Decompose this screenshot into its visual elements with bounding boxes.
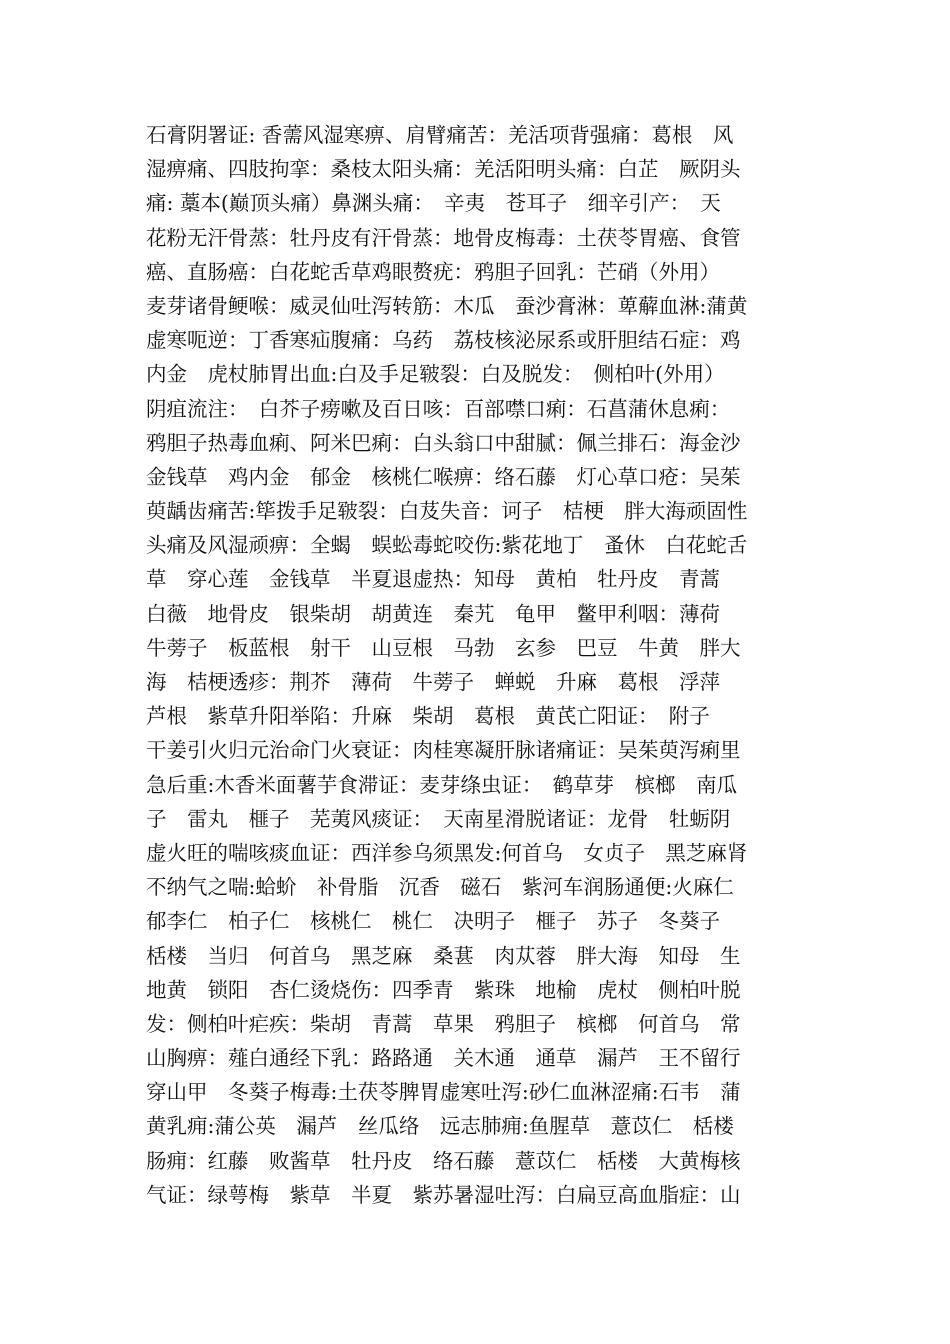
text-line: 石膏阴署证: 香薷风湿寒痹、肩臂痛苦：羌活项背强痛：葛根 风 (146, 123, 734, 147)
text-line: 草 穿心莲 金钱草 半夏退虚热：知母 黄柏 牡丹皮 青蒿 (146, 567, 720, 592)
text-line: 痛: 藁本(巅顶头痛）鼻渊头痛： 辛夷 苍耳子 细辛引产： 天 (146, 191, 721, 216)
text-line: 栝楼 当归 何首乌 黑芝麻 桑葚 肉苁蓉 胖大海 知母 生 (146, 943, 741, 968)
text-line: 地黄 锁阳 杏仁烫烧伤：四季青 紫珠 地榆 虎杖 侧柏叶脱 (146, 977, 741, 1002)
text-line: 山胸痹：薤白通经下乳：路路通 关木通 通草 漏芦 王不留行 (146, 1046, 741, 1071)
text-line: 急后重:木香米面薯芋食滞证：麦芽绦虫证： 鹤草芽 槟榔 南瓜 (146, 772, 738, 797)
text-line: 萸龋齿痛苦:筚拨手足皲裂：白芨失音：诃子 桔梗 胖大海顽固性 (146, 499, 748, 524)
text-line: 湿痹痛、四肢拘挛：桑枝太阳头痛：羌活阳明头痛：白芷 厥阴头 (146, 157, 741, 182)
text-line: 黄乳痈:蒲公英 漏芦 丝瓜络 远志肺痈:鱼腥草 薏苡仁 栝楼 (146, 1114, 734, 1139)
text-line: 子 雷丸 榧子 芜荑风痰证： 天南星滑脱诸证：龙骨 牡蛎阴 (146, 806, 731, 831)
text-line: 虚火旺的喘咳痰血证：西洋参乌须黑发:何首乌 女贞子 黑芝麻肾 (146, 840, 748, 865)
text-line: 麦芽诸骨鲠喉：威灵仙吐泻转筋：木瓜 蚕沙膏淋：萆薢血淋:蒲黄 (146, 293, 748, 318)
text-line: 阴疽流注： 白芥子痨嗽及百日咳：百部噤口痢：石菖蒲休息痢： (146, 396, 731, 421)
text-line: 气证：绿萼梅 紫草 半夏 紫苏暑湿吐泻：白扁豆高血脂症：山 (146, 1182, 741, 1207)
text-line: 癌、直肠癌：白花蛇舌草鸡眼赘疣：鸦胆子回乳：芒硝（外用） (146, 259, 720, 284)
text-line: 不纳气之喘:蛤蚧 补骨脂 沉香 磁石 紫河车润肠通便:火麻仁 (146, 875, 734, 900)
text-line: 金钱草 鸡内金 郁金 核桃仁喉痹：络石藤 灯心草口疮：吴茱 (146, 464, 741, 489)
text-line: 干姜引火归元治命门火衰证：肉桂寒凝肝脉诸痛证：吴茱萸泻痢里 (146, 738, 741, 763)
body-text (146, 118, 816, 1212)
text-line: 内金 虎杖肺胃出血:白及手足皲裂：白及脱发： 侧柏叶(外用） (146, 362, 725, 387)
text-line: 穿山甲 冬葵子梅毒:土茯苓脾胃虚寒吐泻:砂仁血淋涩痛:石韦 蒲 (146, 1080, 741, 1105)
text-line: 虚寒呃逆：丁香寒疝腹痛：乌药 荔枝核泌尿系或肝胆结石症：鸡 (146, 328, 741, 353)
text-line: 头痛及风湿顽痹：全蝎 蜈蚣毒蛇咬伤:紫花地丁 蚤休 白花蛇舌 (146, 533, 748, 558)
text-line: 肠痈：红藤 败酱草 牡丹皮 络石藤 薏苡仁 栝楼 大黄梅核 (146, 1148, 741, 1173)
text-line: 郁李仁 柏子仁 核桃仁 桃仁 决明子 榧子 苏子 冬葵子 (146, 909, 720, 934)
text-line: 芦根 紫草升阳举陷：升麻 柴胡 葛根 黄芪亡阳证： 附子 (146, 704, 710, 729)
text-line: 海 桔梗透疹：荆芥 薄荷 牛蒡子 蝉蜕 升麻 葛根 浮萍 (146, 670, 720, 694)
text-line: 花粉无汗骨蒸：牡丹皮有汗骨蒸：地骨皮梅毒：土茯苓胃癌、食管 (146, 225, 741, 250)
text-line: 白薇 地骨皮 银柴胡 胡黄连 秦艽 龟甲 鳖甲利咽：薄荷 (146, 601, 720, 626)
text-line: 鸦胆子热毒血痢、阿米巴痢：白头翁口中甜腻：佩兰排石：海金沙 (146, 430, 741, 455)
text-line: 牛蒡子 板蓝根 射干 山豆根 马勃 玄参 巴豆 牛黄 胖大 (146, 635, 741, 660)
text-line: 发：侧柏叶疟疾：柴胡 青蒿 草果 鸦胆子 槟榔 何首乌 常 (146, 1011, 741, 1036)
